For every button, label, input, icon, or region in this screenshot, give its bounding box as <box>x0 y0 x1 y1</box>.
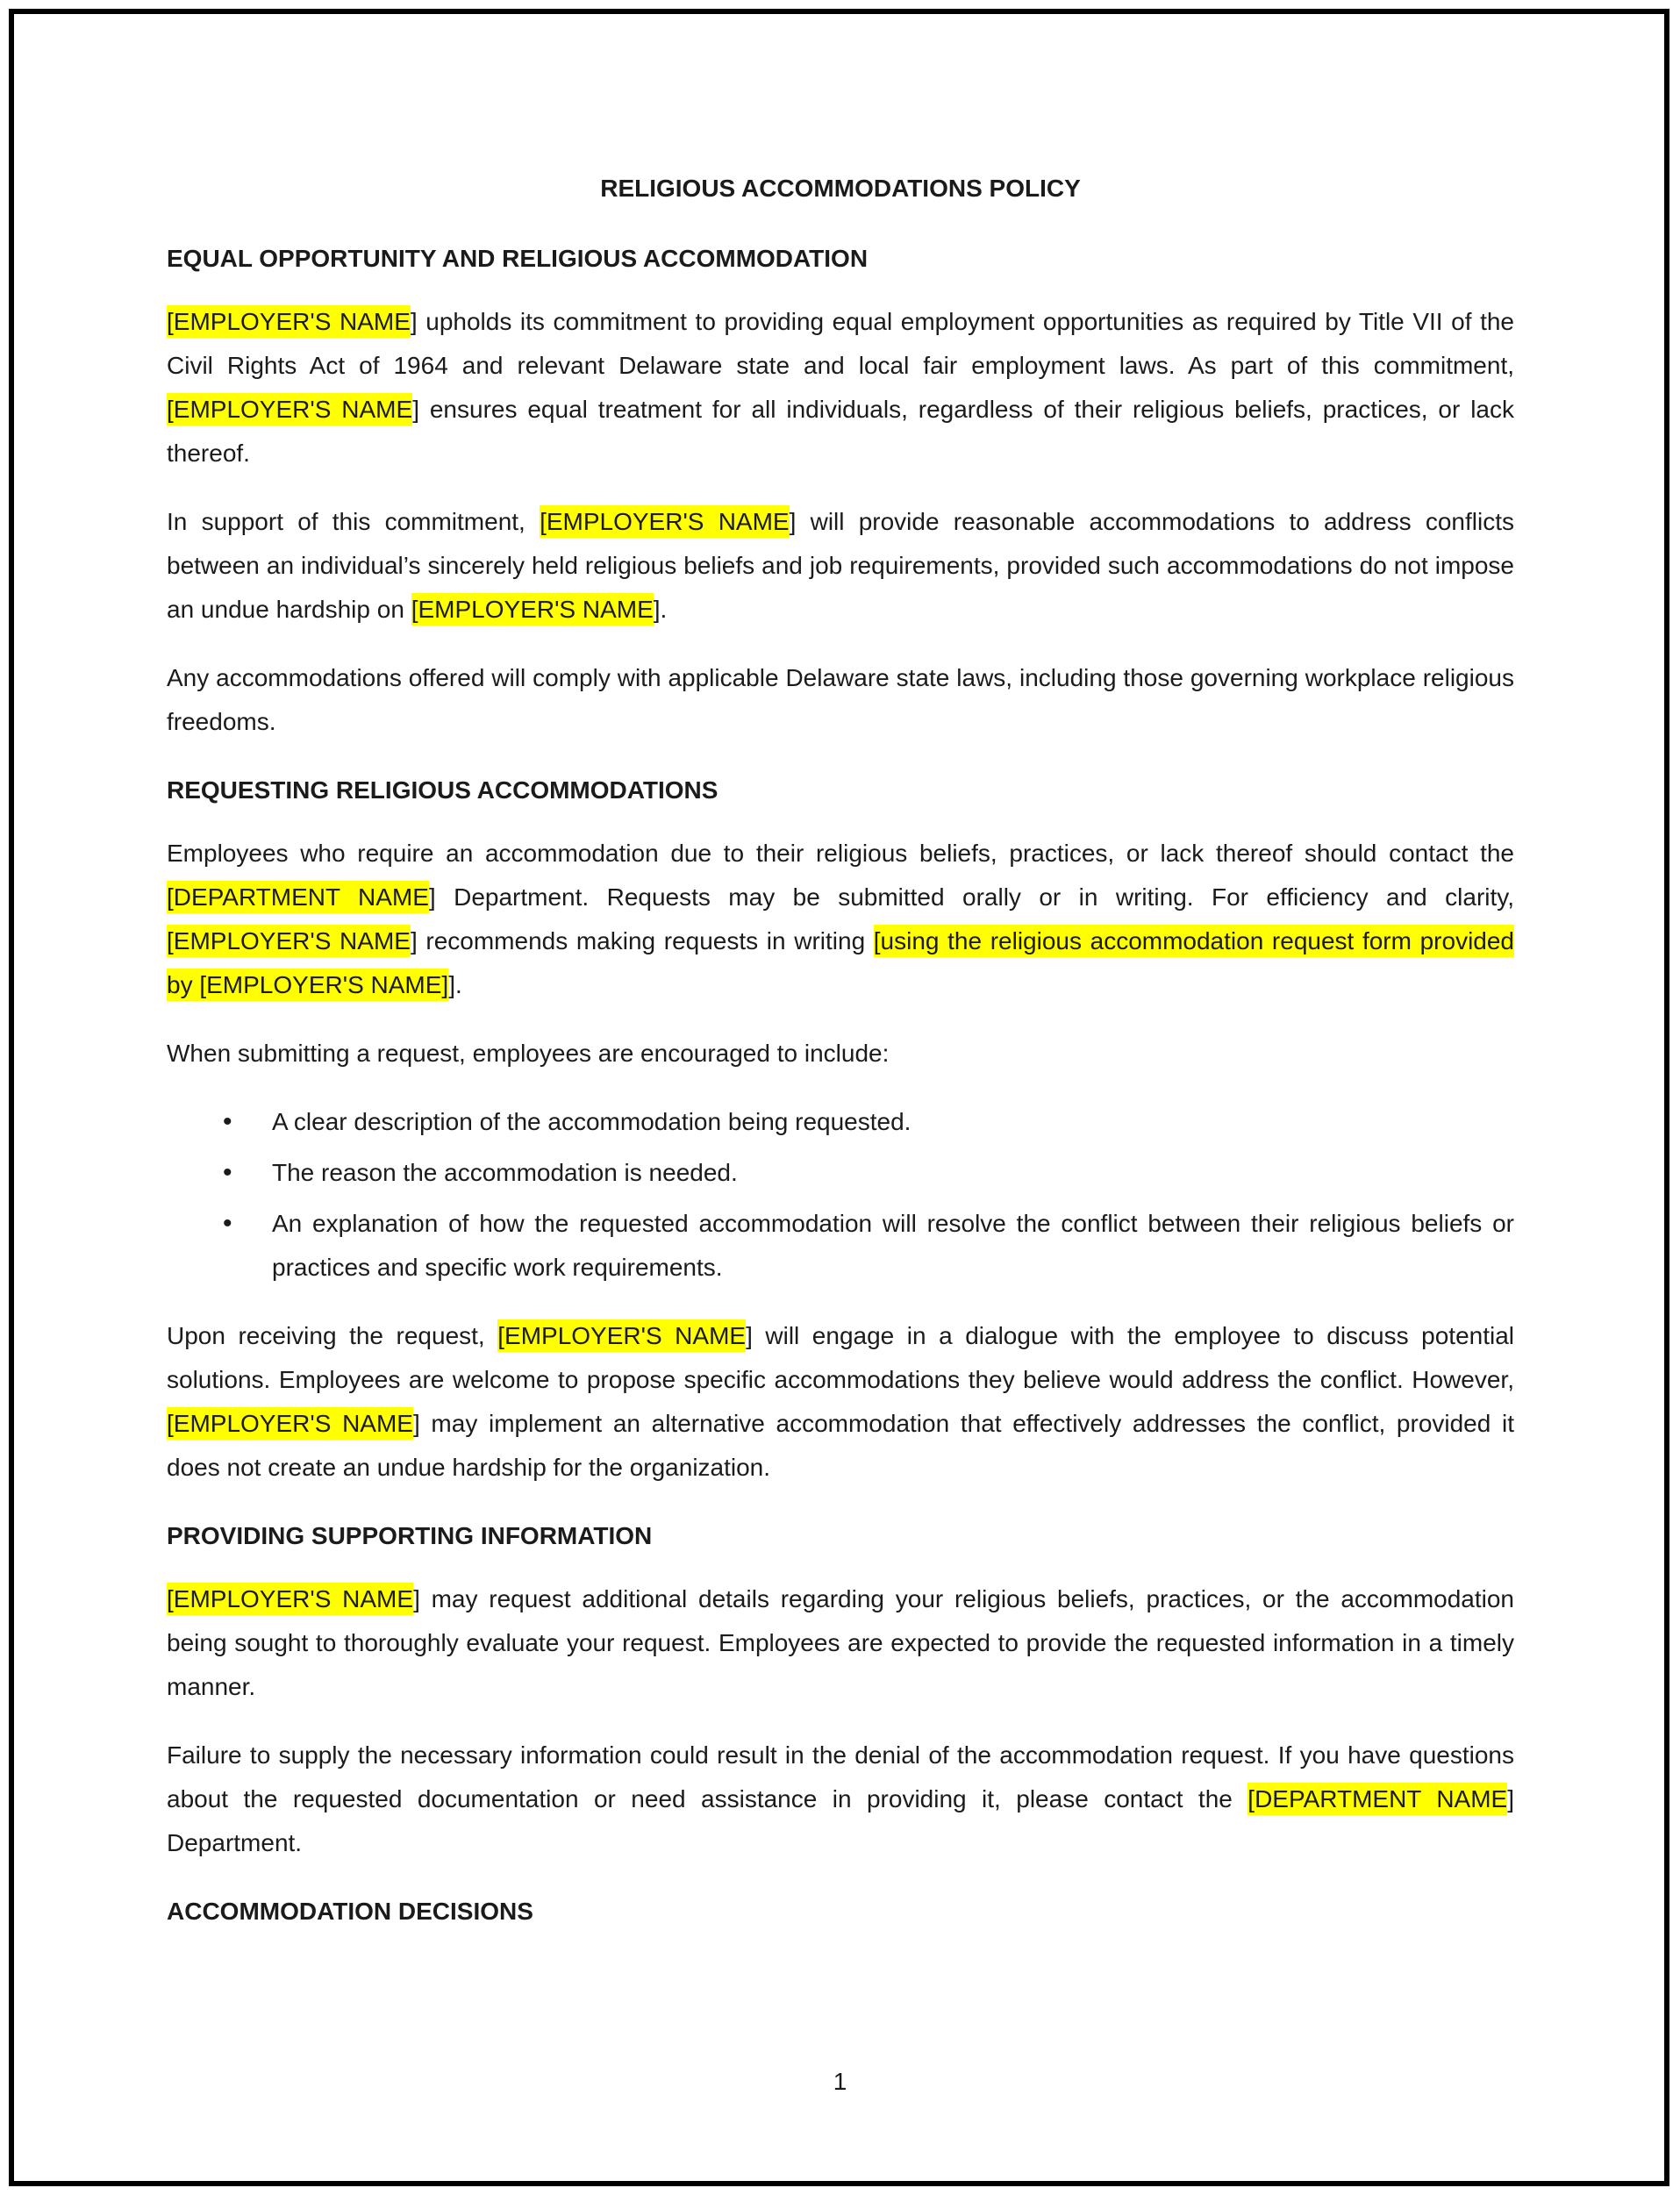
text-run: ] will engage in a dialogue with the employee to discuss potential solutions. Employees are welcome to propose specific accommodations they believe would address the conflict. However, <box>167 1322 1515 1393</box>
text-run: ] recommends making requests in writing <box>410 927 874 955</box>
text-run: Any accommodations offered will comply with applicable Delaware state laws, including those governing workplace religious freedoms. <box>167 664 1514 735</box>
section-heading: ACCOMMODATION DECISIONS <box>167 1898 533 1925</box>
highlighted-placeholder: [EMPLOYER'S NAME <box>167 393 412 425</box>
text-run: ] will provide reasonable accommodations to address conflicts between an individual’s sincerely held religious beliefs and job requirements, provided such accommodations do not impose an undue hardship on <box>167 508 1515 623</box>
text-run: ] may request additional details regarding your religious beliefs, practices, or the accommodation being sought to thoroughly evaluate your request. Employees are expected to provide the requested information in a timely manner. <box>167 1585 1515 1700</box>
bullet-item <box>167 1202 1514 1290</box>
highlighted-placeholder: [EMPLOYER'S NAME <box>540 505 790 538</box>
section-heading: PROVIDING SUPPORTING INFORMATION <box>167 1522 653 1549</box>
text-run: ] ensures equal treatment for all individuals, regardless of their religious beliefs, practices, or lack thereof. <box>167 396 1514 467</box>
text-run: ]. <box>653 596 668 623</box>
bullet-item <box>167 1151 1514 1195</box>
highlighted-placeholder: [using the religious accommodation request form provided by [EMPLOYER'S NAME] <box>167 925 1514 1001</box>
paragraph <box>167 1734 1514 1865</box>
paragraph <box>167 656 1514 744</box>
text-run: In support of this commitment, <box>167 508 540 535</box>
paragraph <box>167 1314 1514 1490</box>
text-run: ] Department. <box>167 1785 1514 1856</box>
highlighted-placeholder: [DEPARTMENT NAME <box>167 881 429 913</box>
text-run: A clear description of the accommodation being requested. <box>272 1108 911 1135</box>
highlighted-placeholder: [EMPLOYER'S NAME <box>167 305 411 338</box>
text-run: Employees who require an accommodation due to their religious beliefs, practices, or lack thereof should contact the <box>167 840 1514 867</box>
paragraph <box>167 1032 1514 1076</box>
section-heading: REQUESTING RELIGIOUS ACCOMMODATIONS <box>167 776 718 804</box>
document-title: RELIGIOUS ACCOMMODATIONS POLICY <box>600 175 1081 202</box>
highlighted-placeholder: [EMPLOYER'S NAME <box>497 1319 746 1352</box>
section-heading: EQUAL OPPORTUNITY AND RELIGIOUS ACCOMMODATION <box>167 245 869 272</box>
text-run: ]. <box>448 971 462 998</box>
text-run: An explanation of how the requested accommodation will resolve the conflict between their religious beliefs or practices and specific work requirements. <box>272 1210 1514 1281</box>
text-run: The reason the accommodation is needed. <box>272 1159 738 1186</box>
bullet-list <box>167 1100 1514 1290</box>
highlighted-placeholder: [DEPARTMENT NAME <box>1247 1783 1507 1815</box>
paragraph <box>167 1577 1514 1709</box>
text-run: ] Department. Requests may be submitted orally or in writing. For efficiency and clarity, <box>428 883 1514 911</box>
bullet-item <box>167 1100 1514 1144</box>
paragraph <box>167 500 1514 632</box>
page-number: 1 <box>833 2068 847 2095</box>
highlighted-placeholder: [EMPLOYER'S NAME <box>411 593 654 626</box>
paragraph <box>167 300 1514 475</box>
highlighted-placeholder: [EMPLOYER'S NAME <box>167 925 411 957</box>
document-content <box>167 167 1514 1953</box>
paragraph <box>167 832 1514 1007</box>
text-run: Upon receiving the request, <box>167 1322 498 1349</box>
text-run: When submitting a request, employees are encouraged to include: <box>167 1040 890 1067</box>
highlighted-placeholder: [EMPLOYER'S NAME <box>167 1583 413 1615</box>
text-run: ] upholds its commitment to providing equal employment opportunities as required by Title VII of the Civil Rights Act of 1964 and relevant Delaware state and local fair employment laws. As part of this commitment, <box>167 308 1515 379</box>
document-body <box>167 237 1514 1934</box>
text-run: ] may implement an alternative accommodation that effectively addresses the conflict, provided it does not create an undue hardship for the organization. <box>167 1410 1515 1481</box>
text-run: Failure to supply the necessary information could result in the denial of the accommodation request. If you have questions about the requested documentation or need assistance in providing it, please contact the <box>167 1741 1514 1812</box>
highlighted-placeholder: [EMPLOYER'S NAME <box>167 1407 413 1440</box>
